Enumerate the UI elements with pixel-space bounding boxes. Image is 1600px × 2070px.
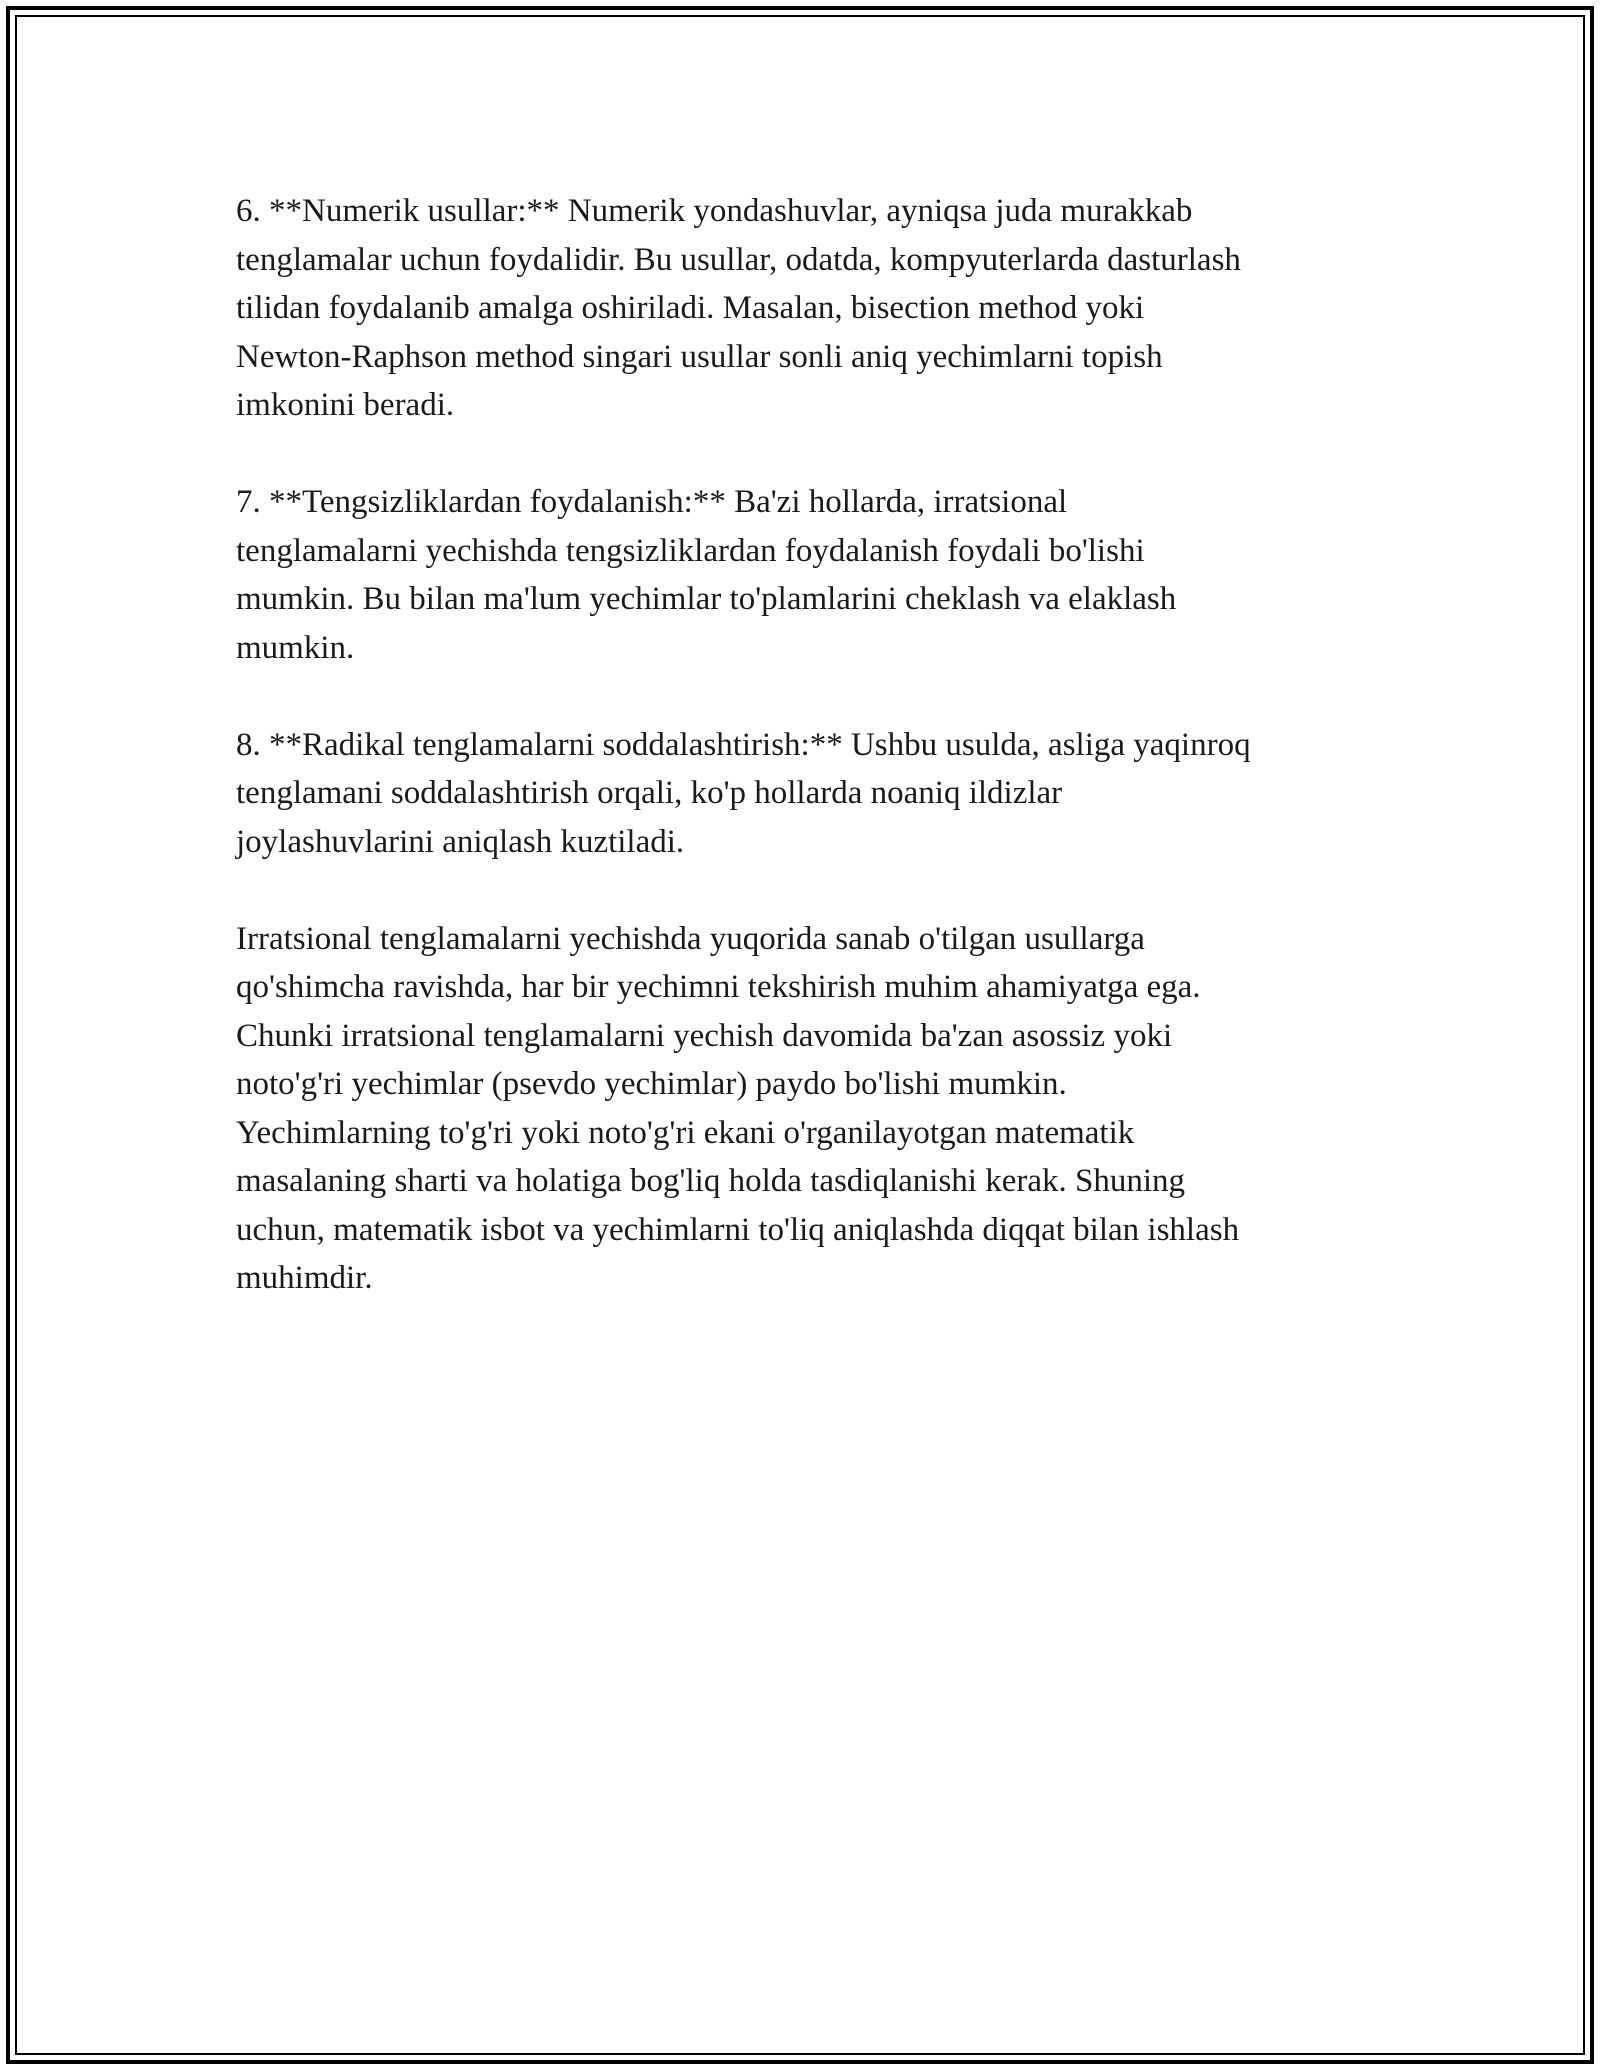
paragraph-numerik-usullar: 6. **Numerik usullar:** Numerik yondashuvlar, ayniqsa juda murakkab tenglamalar uchun foydalidir. Bu usullar, odatda, kompyuterlarda dasturlash tilidan foydalanib amalga oshiriladi. Masalan, bisection method yoki Newton-Raphson method singari usullar sonli aniq yechimlarni topish imkonini beradi.	[236, 193, 1241, 423]
paragraph-radikal-tenglamalar: 8. **Radikal tenglamalarni soddalashtirish:** Ushbu usulda, asliga yaqinroq tenglamani soddalashtirish orqali, ko'p hollarda noaniq ildizlar joylashuvlarini aniqlash kuztiladi.	[236, 726, 1251, 860]
document-body	[236, 187, 1376, 1303]
paragraph-conclusion: Irratsional tenglamalarni yechishda yuqorida sanab o'tilgan usullarga qo'shimcha ravishda, har bir yechimni tekshirish muhim ahamiyatga ega. Chunki irratsional tenglamalarni yechish davomida ba'zan asossiz yoki noto'g'ri yechimlar (psevdo yechimlar) paydo bo'lishi mumkin. Yechimlarning to'g'ri yoki noto'g'ri ekani o'rganilayotgan matematik masalaning sharti va holatiga bog'liq holda tasdiqlanishi kerak. Shuning uchun, matematik isbot va yechimlarni to'liq aniqlashda diqqat bilan ishlash muhimdir.	[236, 920, 1240, 1296]
paragraph-tengsizliklardan-foydalanish: 7. **Tengsizliklardan foydalanish:** Ba'zi hollarda, irratsional tenglamalarni yechishda tengsizliklardan foydalanish foydali bo'lishi mumkin. Bu bilan ma'lum yechimlar to'plamlarini cheklash va elaklash mumkin.	[236, 484, 1177, 666]
